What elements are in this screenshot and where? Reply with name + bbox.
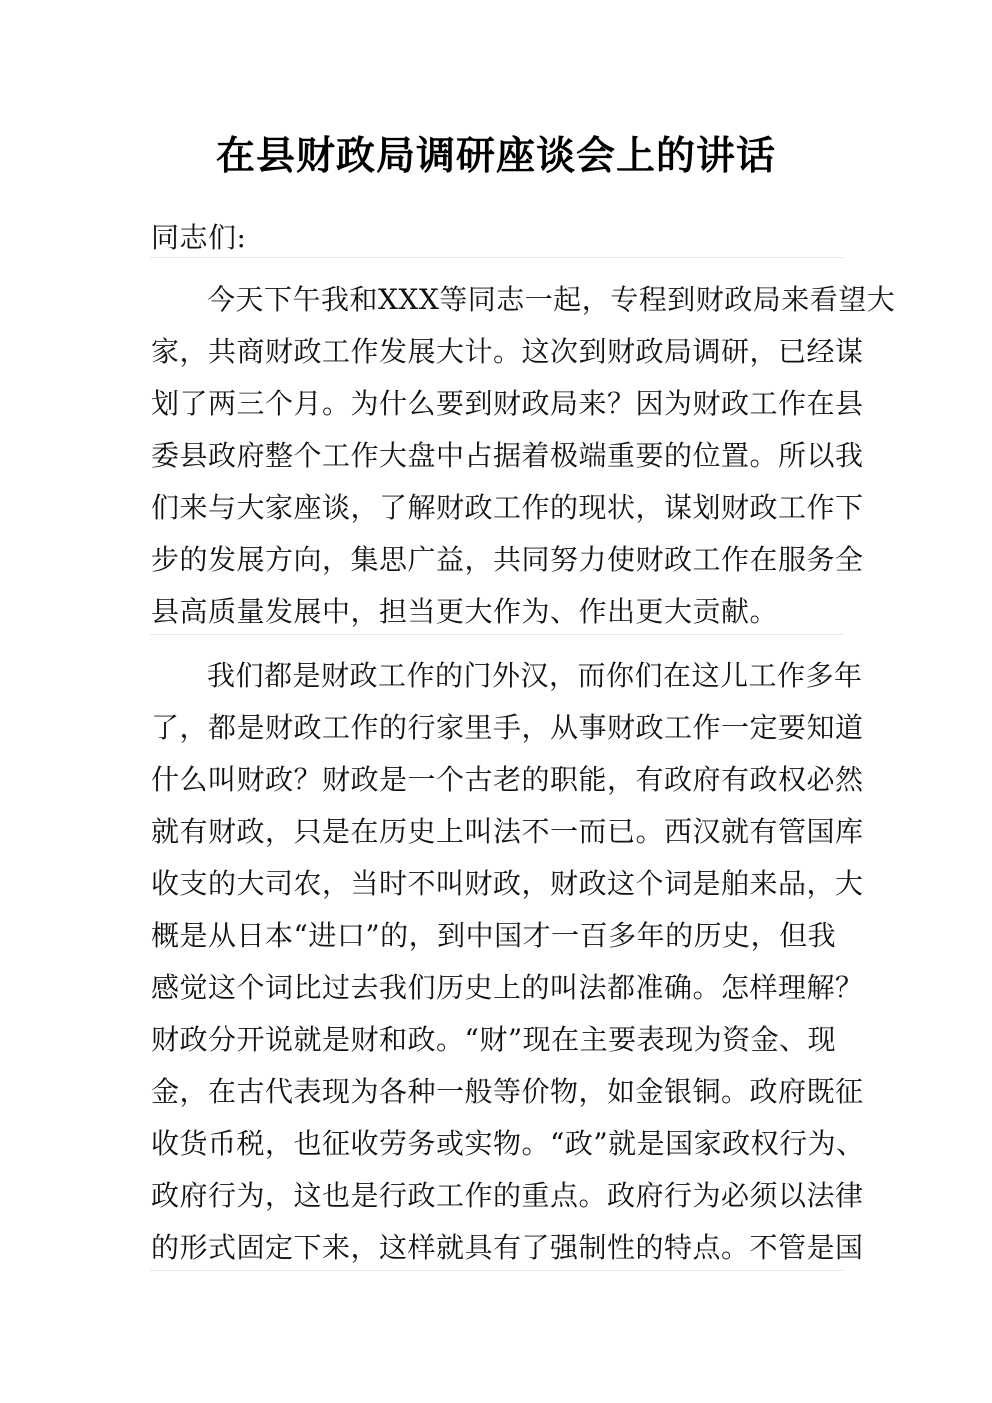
paragraph-1-line-2: 家，共商财政工作发展大计。这次到财政局调研，已经谋 <box>151 335 864 368</box>
paragraph-2-line-2: 了，都是财政工作的行家里手，从事财政工作一定要知道 <box>151 711 864 744</box>
paragraph-2-line-5: 收支的大司农，当时不叫财政，财政这个词是舶来品，大 <box>151 867 864 900</box>
document-title: 在县财政局调研座谈会上的讲话 <box>215 133 776 179</box>
paragraph-1-line-3: 划了两三个月。为什么要到财政局来？因为财政工作在县 <box>151 387 864 420</box>
paragraph-2-line-6: 概是从日本“进口”的，到中国才一百多年的历史，但我 <box>151 919 837 952</box>
paragraph-1-line-7: 县高质量发展中，担当更大作为、作出更大贡献。 <box>151 595 779 628</box>
paragraph-2-line-1: 我们都是财政工作的门外汉，而你们在这儿工作多年 <box>207 659 863 692</box>
divider <box>151 257 843 258</box>
paragraph-1-line-1: 今天下午我和XXX等同志一起，专程到财政局来看望大 <box>207 283 896 316</box>
divider <box>151 634 843 635</box>
paragraph-1-line-5: 们来与大家座谈，了解财政工作的现状，谋划财政工作下 <box>151 491 864 524</box>
divider <box>151 1270 843 1271</box>
paragraph-1-line-6: 步的发展方向，集思广益，共同努力使财政工作在服务全 <box>151 543 864 576</box>
paragraph-1-line-4: 委县政府整个工作大盘中占据着极端重要的位置。所以我 <box>151 439 864 472</box>
salutation: 同志们: <box>151 221 247 254</box>
paragraph-2-line-7: 感觉这个词比过去我们历史上的叫法都准确。怎样理解？ <box>151 971 864 1004</box>
paragraph-2-line-3: 什么叫财政？财政是一个古老的职能，有政府有政权必然 <box>151 763 864 796</box>
paragraph-2-line-4: 就有财政，只是在历史上叫法不一而已。西汉就有管国库 <box>151 815 864 848</box>
paragraph-2-line-12: 的形式固定下来，这样就具有了强制性的特点。不管是国 <box>151 1231 864 1264</box>
paragraph-2-line-8: 财政分开说就是财和政。“财”现在主要表现为资金、现 <box>151 1023 837 1056</box>
paragraph-2-line-10: 收货币税，也征收劳务或实物。“政”就是国家政权行为、 <box>151 1127 865 1160</box>
paragraph-2-line-9: 金，在古代表现为各种一般等价物，如金银铜。政府既征 <box>151 1075 864 1108</box>
paragraph-2-line-11: 政府行为，这也是行政工作的重点。政府行为必须以法律 <box>151 1179 864 1212</box>
